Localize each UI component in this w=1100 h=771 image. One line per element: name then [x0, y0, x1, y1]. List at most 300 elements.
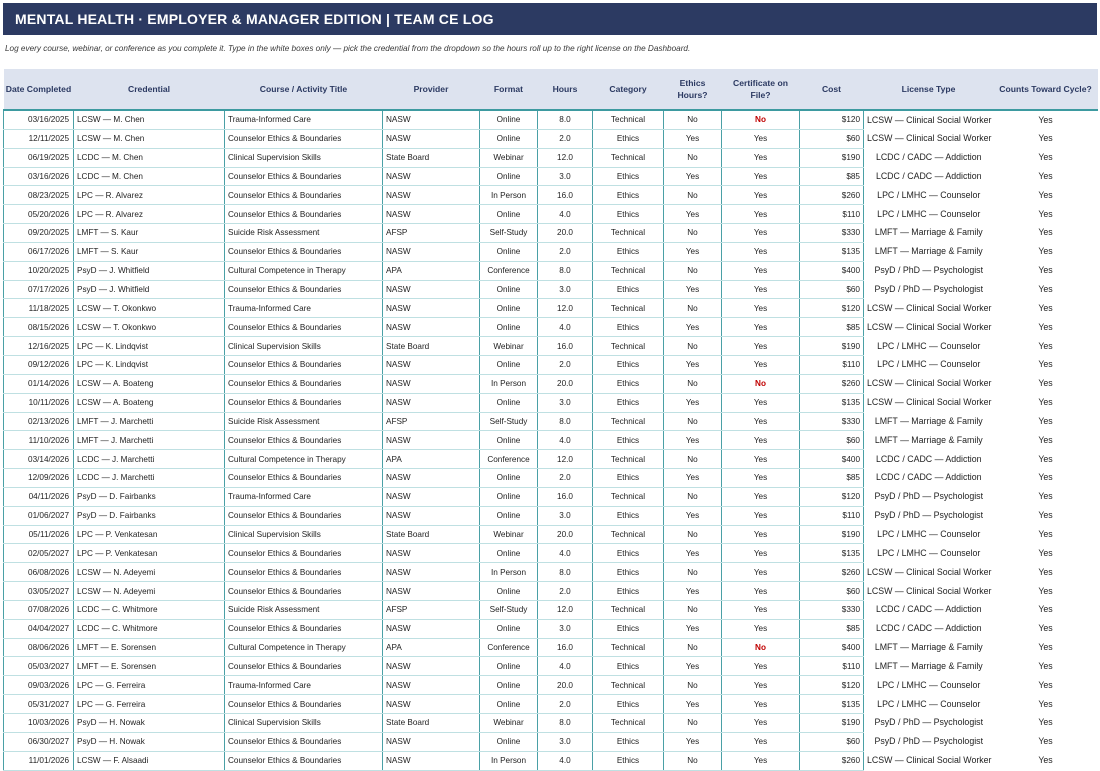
certificate-cell[interactable]: Yes — [722, 619, 800, 638]
cost-cell[interactable]: $330 — [800, 412, 864, 431]
category-cell[interactable]: Ethics — [593, 355, 664, 374]
course-cell[interactable]: Clinical Supervision Skills — [225, 337, 383, 356]
provider-cell[interactable]: AFSP — [383, 600, 480, 619]
certificate-cell[interactable]: Yes — [722, 355, 800, 374]
credential-cell[interactable]: LCSW — N. Adeyemi — [74, 563, 225, 582]
certificate-cell[interactable]: No — [722, 638, 800, 657]
cost-cell[interactable]: $60 — [800, 280, 864, 299]
date-cell[interactable]: 02/05/2027 — [4, 544, 74, 563]
category-cell[interactable]: Ethics — [593, 167, 664, 186]
date-cell[interactable]: 07/08/2026 — [4, 600, 74, 619]
course-cell[interactable]: Counselor Ethics & Boundaries — [225, 732, 383, 751]
cost-cell[interactable]: $135 — [800, 544, 864, 563]
category-cell[interactable]: Ethics — [593, 657, 664, 676]
credential-cell[interactable]: LPC — P. Venkatesan — [74, 525, 225, 544]
ethics-cell[interactable]: Yes — [664, 129, 722, 148]
credential-cell[interactable]: LCSW — M. Chen — [74, 110, 225, 129]
certificate-cell[interactable]: Yes — [722, 732, 800, 751]
hours-cell[interactable]: 4.0 — [538, 205, 593, 224]
ethics-cell[interactable]: Yes — [664, 544, 722, 563]
certificate-cell[interactable]: Yes — [722, 506, 800, 525]
date-cell[interactable]: 11/10/2026 — [4, 431, 74, 450]
certificate-cell[interactable]: Yes — [722, 695, 800, 714]
ethics-cell[interactable]: No — [664, 148, 722, 167]
certificate-cell[interactable]: Yes — [722, 431, 800, 450]
certificate-cell[interactable]: Yes — [722, 469, 800, 488]
provider-cell[interactable]: State Board — [383, 148, 480, 167]
category-cell[interactable]: Technical — [593, 450, 664, 469]
certificate-cell[interactable]: Yes — [722, 525, 800, 544]
category-cell[interactable]: Ethics — [593, 469, 664, 488]
date-cell[interactable]: 04/11/2026 — [4, 487, 74, 506]
category-cell[interactable]: Ethics — [593, 619, 664, 638]
format-cell[interactable]: Webinar — [480, 714, 538, 733]
course-cell[interactable]: Counselor Ethics & Boundaries — [225, 619, 383, 638]
date-cell[interactable]: 12/09/2026 — [4, 469, 74, 488]
ethics-cell[interactable]: No — [664, 337, 722, 356]
date-cell[interactable]: 08/15/2026 — [4, 318, 74, 337]
ethics-cell[interactable]: Yes — [664, 695, 722, 714]
cost-cell[interactable]: $60 — [800, 431, 864, 450]
credential-cell[interactable]: LCSW — T. Okonkwo — [74, 318, 225, 337]
course-cell[interactable]: Counselor Ethics & Boundaries — [225, 186, 383, 205]
credential-cell[interactable]: LCDC — C. Whitmore — [74, 619, 225, 638]
category-cell[interactable]: Technical — [593, 412, 664, 431]
date-cell[interactable]: 06/19/2025 — [4, 148, 74, 167]
provider-cell[interactable]: AFSP — [383, 412, 480, 431]
ethics-cell[interactable]: Yes — [664, 431, 722, 450]
format-cell[interactable]: Self-Study — [480, 600, 538, 619]
course-cell[interactable]: Cultural Competence in Therapy — [225, 638, 383, 657]
col-header-credential[interactable]: Credential — [74, 69, 225, 110]
format-cell[interactable]: Online — [480, 299, 538, 318]
credential-cell[interactable]: LPC — R. Alvarez — [74, 205, 225, 224]
course-cell[interactable]: Trauma-Informed Care — [225, 487, 383, 506]
category-cell[interactable]: Technical — [593, 714, 664, 733]
certificate-cell[interactable]: Yes — [722, 148, 800, 167]
hours-cell[interactable]: 20.0 — [538, 676, 593, 695]
category-cell[interactable]: Technical — [593, 261, 664, 280]
certificate-cell[interactable]: Yes — [722, 600, 800, 619]
ethics-cell[interactable]: Yes — [664, 582, 722, 601]
date-cell[interactable]: 01/14/2026 — [4, 374, 74, 393]
course-cell[interactable]: Cultural Competence in Therapy — [225, 261, 383, 280]
certificate-cell[interactable]: Yes — [722, 261, 800, 280]
ethics-cell[interactable]: No — [664, 261, 722, 280]
certificate-cell[interactable]: Yes — [722, 657, 800, 676]
ethics-cell[interactable]: No — [664, 751, 722, 770]
provider-cell[interactable]: NASW — [383, 374, 480, 393]
course-cell[interactable]: Clinical Supervision Skills — [225, 714, 383, 733]
hours-cell[interactable]: 12.0 — [538, 450, 593, 469]
course-cell[interactable]: Counselor Ethics & Boundaries — [225, 242, 383, 261]
format-cell[interactable]: Online — [480, 355, 538, 374]
course-cell[interactable]: Cultural Competence in Therapy — [225, 450, 383, 469]
cost-cell[interactable]: $85 — [800, 469, 864, 488]
provider-cell[interactable]: NASW — [383, 205, 480, 224]
credential-cell[interactable]: LCDC — C. Whitmore — [74, 600, 225, 619]
category-cell[interactable]: Technical — [593, 299, 664, 318]
format-cell[interactable]: Online — [480, 487, 538, 506]
credential-cell[interactable]: LCDC — J. Marchetti — [74, 469, 225, 488]
hours-cell[interactable]: 8.0 — [538, 261, 593, 280]
cost-cell[interactable]: $85 — [800, 167, 864, 186]
ethics-cell[interactable]: Yes — [664, 393, 722, 412]
course-cell[interactable]: Counselor Ethics & Boundaries — [225, 280, 383, 299]
cost-cell[interactable]: $120 — [800, 676, 864, 695]
course-cell[interactable]: Trauma-Informed Care — [225, 676, 383, 695]
credential-cell[interactable]: LCSW — M. Chen — [74, 129, 225, 148]
hours-cell[interactable]: 12.0 — [538, 148, 593, 167]
category-cell[interactable]: Ethics — [593, 732, 664, 751]
ethics-cell[interactable]: Yes — [664, 205, 722, 224]
credential-cell[interactable]: LPC — K. Lindqvist — [74, 337, 225, 356]
provider-cell[interactable]: NASW — [383, 355, 480, 374]
date-cell[interactable]: 10/20/2025 — [4, 261, 74, 280]
format-cell[interactable]: In Person — [480, 186, 538, 205]
provider-cell[interactable]: State Board — [383, 337, 480, 356]
provider-cell[interactable]: NASW — [383, 657, 480, 676]
hours-cell[interactable]: 3.0 — [538, 732, 593, 751]
col-header-hours[interactable]: Hours — [538, 69, 593, 110]
cost-cell[interactable]: $110 — [800, 355, 864, 374]
credential-cell[interactable]: LCSW — T. Okonkwo — [74, 299, 225, 318]
credential-cell[interactable]: LMFT — E. Sorensen — [74, 657, 225, 676]
date-cell[interactable]: 01/06/2027 — [4, 506, 74, 525]
format-cell[interactable]: Online — [480, 657, 538, 676]
course-cell[interactable]: Clinical Supervision Skills — [225, 525, 383, 544]
provider-cell[interactable]: NASW — [383, 676, 480, 695]
credential-cell[interactable]: LCSW — F. Alsaadi — [74, 751, 225, 770]
provider-cell[interactable]: APA — [383, 450, 480, 469]
cost-cell[interactable]: $190 — [800, 337, 864, 356]
date-cell[interactable]: 05/03/2027 — [4, 657, 74, 676]
category-cell[interactable]: Ethics — [593, 695, 664, 714]
category-cell[interactable]: Technical — [593, 638, 664, 657]
ethics-cell[interactable]: Yes — [664, 619, 722, 638]
certificate-cell[interactable]: Yes — [722, 676, 800, 695]
certificate-cell[interactable]: Yes — [722, 318, 800, 337]
col-header-certificate[interactable]: Certificate on File? — [722, 69, 800, 110]
course-cell[interactable]: Counselor Ethics & Boundaries — [225, 167, 383, 186]
hours-cell[interactable]: 12.0 — [538, 600, 593, 619]
cost-cell[interactable]: $260 — [800, 751, 864, 770]
credential-cell[interactable]: PsyD — D. Fairbanks — [74, 487, 225, 506]
ethics-cell[interactable]: No — [664, 676, 722, 695]
ethics-cell[interactable]: No — [664, 600, 722, 619]
date-cell[interactable]: 06/17/2026 — [4, 242, 74, 261]
certificate-cell[interactable]: Yes — [722, 751, 800, 770]
certificate-cell[interactable]: Yes — [722, 129, 800, 148]
provider-cell[interactable]: NASW — [383, 167, 480, 186]
hours-cell[interactable]: 16.0 — [538, 487, 593, 506]
date-cell[interactable]: 12/11/2025 — [4, 129, 74, 148]
certificate-cell[interactable]: No — [722, 110, 800, 129]
credential-cell[interactable]: LPC — G. Ferreira — [74, 676, 225, 695]
category-cell[interactable]: Ethics — [593, 506, 664, 525]
category-cell[interactable]: Ethics — [593, 129, 664, 148]
category-cell[interactable]: Ethics — [593, 374, 664, 393]
category-cell[interactable]: Ethics — [593, 205, 664, 224]
course-cell[interactable]: Counselor Ethics & Boundaries — [225, 544, 383, 563]
certificate-cell[interactable]: Yes — [722, 544, 800, 563]
cost-cell[interactable]: $85 — [800, 619, 864, 638]
category-cell[interactable]: Ethics — [593, 318, 664, 337]
cost-cell[interactable]: $60 — [800, 129, 864, 148]
col-header-format[interactable]: Format — [480, 69, 538, 110]
category-cell[interactable]: Ethics — [593, 431, 664, 450]
category-cell[interactable]: Ethics — [593, 582, 664, 601]
credential-cell[interactable]: LMFT — S. Kaur — [74, 224, 225, 243]
cost-cell[interactable]: $120 — [800, 110, 864, 129]
category-cell[interactable]: Technical — [593, 110, 664, 129]
category-cell[interactable]: Ethics — [593, 393, 664, 412]
credential-cell[interactable]: LCSW — N. Adeyemi — [74, 582, 225, 601]
provider-cell[interactable]: NASW — [383, 506, 480, 525]
date-cell[interactable]: 04/04/2027 — [4, 619, 74, 638]
category-cell[interactable]: Technical — [593, 224, 664, 243]
provider-cell[interactable]: APA — [383, 261, 480, 280]
cost-cell[interactable]: $400 — [800, 261, 864, 280]
hours-cell[interactable]: 3.0 — [538, 506, 593, 525]
credential-cell[interactable]: LMFT — J. Marchetti — [74, 431, 225, 450]
format-cell[interactable]: Online — [480, 242, 538, 261]
course-cell[interactable]: Suicide Risk Assessment — [225, 412, 383, 431]
cost-cell[interactable]: $120 — [800, 299, 864, 318]
provider-cell[interactable]: NASW — [383, 280, 480, 299]
ethics-cell[interactable]: No — [664, 374, 722, 393]
certificate-cell[interactable]: Yes — [722, 714, 800, 733]
col-header-course[interactable]: Course / Activity Title — [225, 69, 383, 110]
course-cell[interactable]: Counselor Ethics & Boundaries — [225, 431, 383, 450]
course-cell[interactable]: Trauma-Informed Care — [225, 299, 383, 318]
format-cell[interactable]: Self-Study — [480, 412, 538, 431]
date-cell[interactable]: 03/14/2026 — [4, 450, 74, 469]
hours-cell[interactable]: 2.0 — [538, 469, 593, 488]
format-cell[interactable]: Conference — [480, 261, 538, 280]
provider-cell[interactable]: State Board — [383, 525, 480, 544]
hours-cell[interactable]: 8.0 — [538, 110, 593, 129]
format-cell[interactable]: Webinar — [480, 148, 538, 167]
credential-cell[interactable]: LMFT — J. Marchetti — [74, 412, 225, 431]
date-cell[interactable]: 03/05/2027 — [4, 582, 74, 601]
provider-cell[interactable]: NASW — [383, 431, 480, 450]
provider-cell[interactable]: NASW — [383, 299, 480, 318]
hours-cell[interactable]: 4.0 — [538, 431, 593, 450]
hours-cell[interactable]: 4.0 — [538, 657, 593, 676]
cost-cell[interactable]: $400 — [800, 638, 864, 657]
credential-cell[interactable]: PsyD — J. Whitfield — [74, 280, 225, 299]
ethics-cell[interactable]: Yes — [664, 280, 722, 299]
format-cell[interactable]: Online — [480, 619, 538, 638]
hours-cell[interactable]: 8.0 — [538, 714, 593, 733]
course-cell[interactable]: Counselor Ethics & Boundaries — [225, 393, 383, 412]
credential-cell[interactable]: PsyD — J. Whitfield — [74, 261, 225, 280]
ethics-cell[interactable]: Yes — [664, 469, 722, 488]
certificate-cell[interactable]: Yes — [722, 186, 800, 205]
cost-cell[interactable]: $190 — [800, 714, 864, 733]
ethics-cell[interactable]: Yes — [664, 167, 722, 186]
cost-cell[interactable]: $260 — [800, 374, 864, 393]
cost-cell[interactable]: $190 — [800, 148, 864, 167]
format-cell[interactable]: Online — [480, 167, 538, 186]
course-cell[interactable]: Counselor Ethics & Boundaries — [225, 563, 383, 582]
category-cell[interactable]: Technical — [593, 525, 664, 544]
hours-cell[interactable]: 2.0 — [538, 582, 593, 601]
provider-cell[interactable]: AFSP — [383, 224, 480, 243]
provider-cell[interactable]: NASW — [383, 469, 480, 488]
hours-cell[interactable]: 3.0 — [538, 167, 593, 186]
hours-cell[interactable]: 12.0 — [538, 299, 593, 318]
certificate-cell[interactable]: Yes — [722, 563, 800, 582]
course-cell[interactable]: Counselor Ethics & Boundaries — [225, 506, 383, 525]
ethics-cell[interactable]: No — [664, 714, 722, 733]
ethics-cell[interactable]: No — [664, 487, 722, 506]
cost-cell[interactable]: $135 — [800, 393, 864, 412]
certificate-cell[interactable]: Yes — [722, 224, 800, 243]
date-cell[interactable]: 03/16/2025 — [4, 110, 74, 129]
format-cell[interactable]: Online — [480, 676, 538, 695]
hours-cell[interactable]: 8.0 — [538, 412, 593, 431]
certificate-cell[interactable]: Yes — [722, 337, 800, 356]
provider-cell[interactable]: APA — [383, 638, 480, 657]
cost-cell[interactable]: $110 — [800, 205, 864, 224]
ethics-cell[interactable]: No — [664, 110, 722, 129]
certificate-cell[interactable]: Yes — [722, 242, 800, 261]
credential-cell[interactable]: LPC — R. Alvarez — [74, 186, 225, 205]
certificate-cell[interactable]: Yes — [722, 450, 800, 469]
format-cell[interactable]: In Person — [480, 374, 538, 393]
date-cell[interactable]: 06/08/2026 — [4, 563, 74, 582]
credential-cell[interactable]: LMFT — S. Kaur — [74, 242, 225, 261]
format-cell[interactable]: Self-Study — [480, 224, 538, 243]
credential-cell[interactable]: LPC — K. Lindqvist — [74, 355, 225, 374]
format-cell[interactable]: Online — [480, 695, 538, 714]
format-cell[interactable]: In Person — [480, 563, 538, 582]
provider-cell[interactable]: NASW — [383, 582, 480, 601]
col-header-cost[interactable]: Cost — [800, 69, 864, 110]
category-cell[interactable]: Ethics — [593, 563, 664, 582]
ethics-cell[interactable]: No — [664, 450, 722, 469]
cost-cell[interactable]: $60 — [800, 582, 864, 601]
cost-cell[interactable]: $330 — [800, 224, 864, 243]
date-cell[interactable]: 12/16/2025 — [4, 337, 74, 356]
ethics-cell[interactable]: No — [664, 224, 722, 243]
format-cell[interactable]: Online — [480, 205, 538, 224]
credential-cell[interactable]: LPC — P. Venkatesan — [74, 544, 225, 563]
hours-cell[interactable]: 2.0 — [538, 242, 593, 261]
date-cell[interactable]: 08/06/2026 — [4, 638, 74, 657]
format-cell[interactable]: Webinar — [480, 525, 538, 544]
cost-cell[interactable]: $400 — [800, 450, 864, 469]
format-cell[interactable]: In Person — [480, 751, 538, 770]
format-cell[interactable]: Webinar — [480, 337, 538, 356]
date-cell[interactable]: 09/12/2026 — [4, 355, 74, 374]
provider-cell[interactable]: NASW — [383, 318, 480, 337]
category-cell[interactable]: Technical — [593, 487, 664, 506]
course-cell[interactable]: Suicide Risk Assessment — [225, 224, 383, 243]
ethics-cell[interactable]: Yes — [664, 506, 722, 525]
provider-cell[interactable]: NASW — [383, 242, 480, 261]
hours-cell[interactable]: 3.0 — [538, 393, 593, 412]
category-cell[interactable]: Ethics — [593, 751, 664, 770]
cost-cell[interactable]: $135 — [800, 242, 864, 261]
date-cell[interactable]: 10/03/2026 — [4, 714, 74, 733]
date-cell[interactable]: 08/23/2025 — [4, 186, 74, 205]
certificate-cell[interactable]: Yes — [722, 582, 800, 601]
course-cell[interactable]: Counselor Ethics & Boundaries — [225, 318, 383, 337]
hours-cell[interactable]: 16.0 — [538, 186, 593, 205]
category-cell[interactable]: Ethics — [593, 186, 664, 205]
ethics-cell[interactable]: Yes — [664, 657, 722, 676]
date-cell[interactable]: 05/11/2026 — [4, 525, 74, 544]
date-cell[interactable]: 11/01/2026 — [4, 751, 74, 770]
credential-cell[interactable]: LPC — G. Ferreira — [74, 695, 225, 714]
provider-cell[interactable]: NASW — [383, 544, 480, 563]
provider-cell[interactable]: NASW — [383, 393, 480, 412]
col-header-category[interactable]: Category — [593, 69, 664, 110]
provider-cell[interactable]: NASW — [383, 487, 480, 506]
cost-cell[interactable]: $260 — [800, 186, 864, 205]
course-cell[interactable]: Clinical Supervision Skills — [225, 148, 383, 167]
certificate-cell[interactable]: Yes — [722, 487, 800, 506]
date-cell[interactable]: 11/18/2025 — [4, 299, 74, 318]
certificate-cell[interactable]: Yes — [722, 393, 800, 412]
format-cell[interactable]: Online — [480, 110, 538, 129]
format-cell[interactable]: Conference — [480, 638, 538, 657]
date-cell[interactable]: 09/03/2026 — [4, 676, 74, 695]
date-cell[interactable]: 03/16/2026 — [4, 167, 74, 186]
col-header-counts[interactable]: Counts Toward Cycle? — [994, 69, 1098, 110]
format-cell[interactable]: Online — [480, 280, 538, 299]
credential-cell[interactable]: LCSW — A. Boateng — [74, 393, 225, 412]
category-cell[interactable]: Technical — [593, 148, 664, 167]
course-cell[interactable]: Counselor Ethics & Boundaries — [225, 751, 383, 770]
cost-cell[interactable]: $110 — [800, 657, 864, 676]
hours-cell[interactable]: 2.0 — [538, 695, 593, 714]
credential-cell[interactable]: LMFT — E. Sorensen — [74, 638, 225, 657]
certificate-cell[interactable]: Yes — [722, 280, 800, 299]
ethics-cell[interactable]: Yes — [664, 732, 722, 751]
hours-cell[interactable]: 4.0 — [538, 544, 593, 563]
format-cell[interactable]: Online — [480, 582, 538, 601]
ethics-cell[interactable]: No — [664, 525, 722, 544]
provider-cell[interactable]: NASW — [383, 732, 480, 751]
provider-cell[interactable]: NASW — [383, 695, 480, 714]
hours-cell[interactable]: 8.0 — [538, 563, 593, 582]
format-cell[interactable]: Online — [480, 318, 538, 337]
credential-cell[interactable]: LCSW — A. Boateng — [74, 374, 225, 393]
format-cell[interactable]: Online — [480, 393, 538, 412]
certificate-cell[interactable]: Yes — [722, 412, 800, 431]
provider-cell[interactable]: NASW — [383, 619, 480, 638]
hours-cell[interactable]: 20.0 — [538, 374, 593, 393]
format-cell[interactable]: Online — [480, 129, 538, 148]
cost-cell[interactable]: $260 — [800, 563, 864, 582]
cost-cell[interactable]: $135 — [800, 695, 864, 714]
hours-cell[interactable]: 2.0 — [538, 355, 593, 374]
hours-cell[interactable]: 4.0 — [538, 318, 593, 337]
cost-cell[interactable]: $120 — [800, 487, 864, 506]
ethics-cell[interactable]: Yes — [664, 355, 722, 374]
category-cell[interactable]: Ethics — [593, 280, 664, 299]
ethics-cell[interactable]: No — [664, 563, 722, 582]
course-cell[interactable]: Counselor Ethics & Boundaries — [225, 205, 383, 224]
hours-cell[interactable]: 16.0 — [538, 337, 593, 356]
cost-cell[interactable]: $85 — [800, 318, 864, 337]
ethics-cell[interactable]: Yes — [664, 242, 722, 261]
course-cell[interactable]: Counselor Ethics & Boundaries — [225, 469, 383, 488]
